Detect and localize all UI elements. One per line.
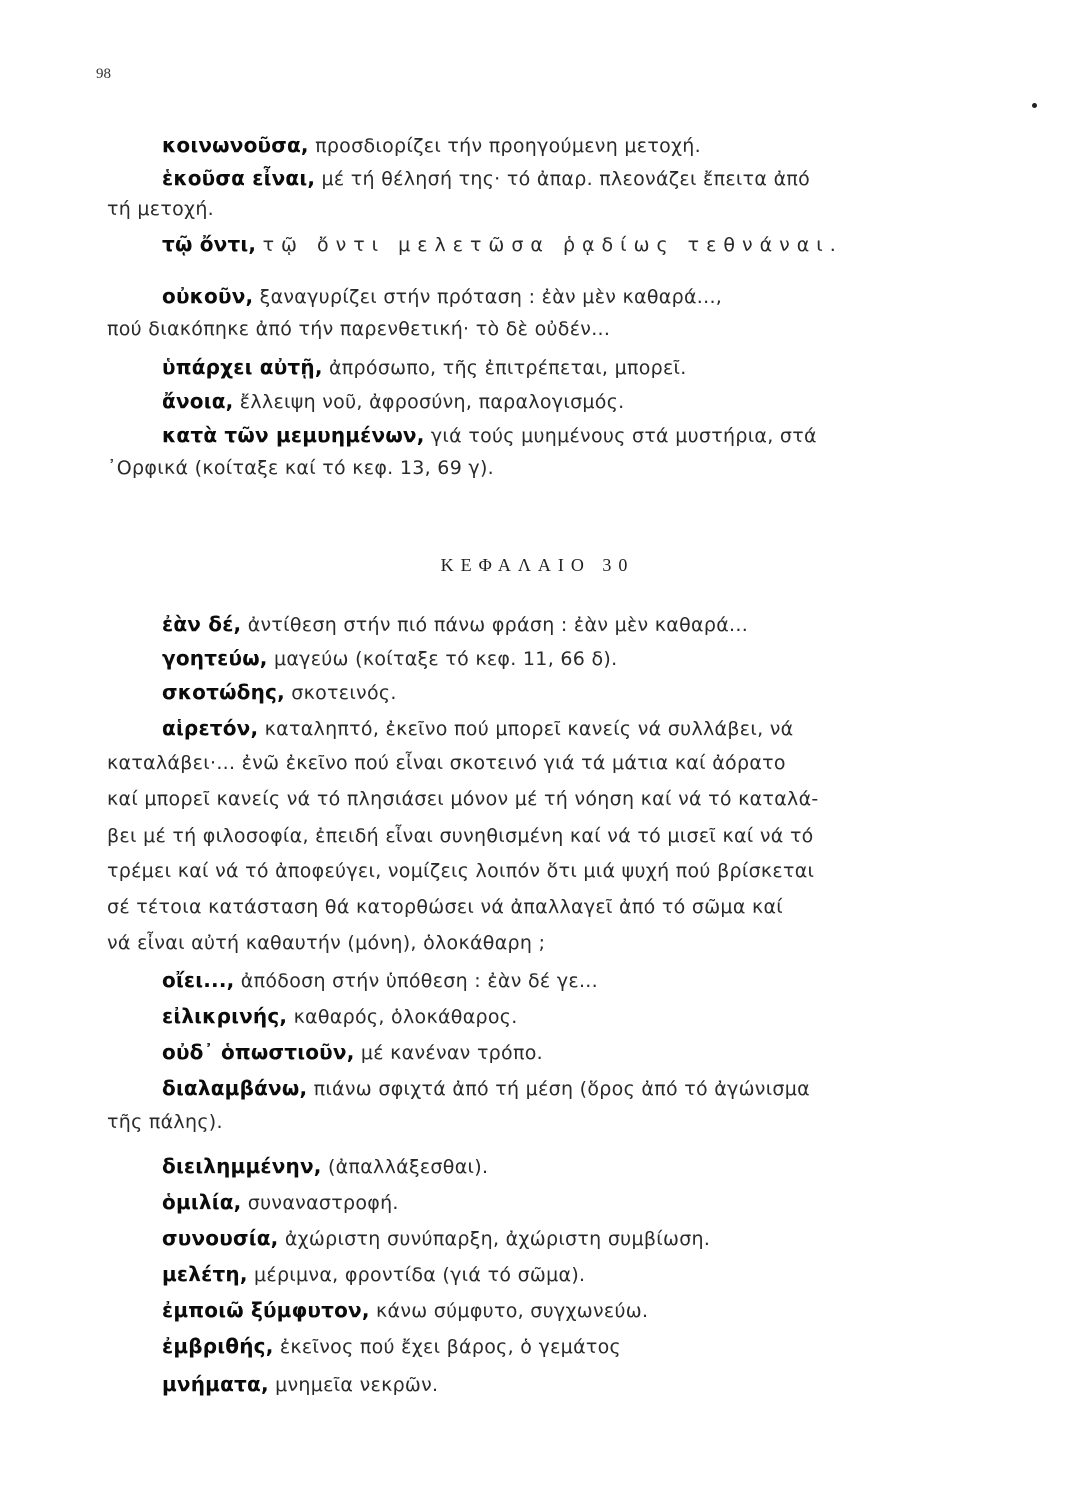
entry-gloss: τή μετοχή. xyxy=(107,198,214,220)
entry-term: διειλημμένην, xyxy=(162,1154,322,1178)
entry-term: ἑκοῦσα εἶναι, xyxy=(162,166,316,190)
entry-term: κατὰ τῶν μεμυημένων, xyxy=(162,423,425,447)
entry-gloss: καί μπορεῖ κανείς νά τό πλησιάσει μόνον μέ τή νόηση καί νά τό καταλά- xyxy=(107,788,819,810)
entry-line xyxy=(162,1226,710,1260)
entry-gloss: ἀχώριστη συνύπαρξη, ἀχώριστη συμβίωση. xyxy=(284,1228,711,1250)
entry-gloss: ἀπόδοση στήν ὑπόθεση : ἐὰν δέ γε... xyxy=(240,970,598,992)
entry-line xyxy=(162,1372,438,1406)
entry-line xyxy=(107,932,545,966)
entry-line xyxy=(107,896,783,930)
entry-gloss: μέ τή θέλησή της· τό ἀπαρ. πλεονάζει ἔπειτα ἀπό xyxy=(321,168,811,190)
entry-term: ἄνοια, xyxy=(162,389,234,413)
entry-gloss: (ἀπαλλάξεσθαι). xyxy=(327,1156,489,1178)
entry-gloss: σέ τέτοια κατάσταση θά κατορθώσει νά ἀπαλλαγεῖ ἀπό τό σῶμα καί xyxy=(107,896,784,918)
entry-line xyxy=(107,457,494,491)
entry-term: μελέτη, xyxy=(162,1262,248,1286)
entry-line xyxy=(162,1040,543,1074)
entry-term: οὐδ᾿ ὁπωστιοῦν, xyxy=(162,1040,355,1064)
entry-gloss: μέ κανέναν τρόπο. xyxy=(360,1042,543,1064)
entry-term: τῷ ὄντι, xyxy=(162,232,257,256)
entry-line xyxy=(162,1004,518,1038)
entry-line xyxy=(162,1298,648,1332)
entry-line xyxy=(162,166,810,200)
entry-line xyxy=(162,716,794,750)
entry-line xyxy=(162,355,687,389)
page-number: 98 xyxy=(96,66,111,82)
entry-gloss: ᾿Ορφικά (κοίταξε καί τό κεφ. 13, 69 γ). xyxy=(107,457,495,479)
entry-gloss: μαγεύω (κοίταξε τό κεφ. 11, 66 δ). xyxy=(273,648,618,670)
entry-gloss: ἀπρόσωπο, τῆς ἐπιτρέπεται, μπορεῖ. xyxy=(328,357,687,379)
entry-gloss: ἀντίθεση στήν πιό πάνω φράση : ἐὰν μὲν καθαρά... xyxy=(247,614,749,636)
entry-line xyxy=(107,788,819,822)
entry-line xyxy=(107,752,786,786)
entry-line xyxy=(162,680,397,714)
entry-term: οἴει..., xyxy=(162,968,235,992)
entry-gloss: καταληπτό, ἐκεῖνο πού μπορεῖ κανείς νά συλλάβει, νά xyxy=(264,718,794,740)
entry-gloss: σκοτεινός. xyxy=(291,682,397,704)
entry-line xyxy=(162,968,598,1002)
entry-term: ἐὰν δέ, xyxy=(162,612,242,636)
entry-term: εἰλικρινής, xyxy=(162,1004,288,1028)
entry-gloss: πιάνω σφιχτά ἀπό τή μέση (ὅρος ἀπό τό ἀγώνισμα xyxy=(313,1078,810,1100)
entry-term: οὐκοῦν, xyxy=(162,284,254,308)
entry-line xyxy=(162,1334,621,1368)
entry-term: ὑπάρχει αὐτῇ, xyxy=(162,355,323,379)
entry-gloss: νά εἶναι αὐτή καθαυτήν (μόνη), ὁλοκάθαρη ; xyxy=(107,932,546,954)
entry-line xyxy=(162,423,817,457)
entry-line xyxy=(162,646,617,680)
entry-gloss: τρέμει καί νά τό ἀποφεύγει, νομίζεις λοιπόν ὅτι μιά ψυχή πού βρίσκεται xyxy=(107,860,815,882)
entry-term: μνήματα, xyxy=(162,1372,269,1396)
entry-gloss: καθαρός, ὁλοκάθαρος. xyxy=(293,1006,518,1028)
entry-gloss: μέριμνα, φροντίδα (γιά τό σῶμα). xyxy=(253,1264,586,1286)
entry-term: ἐμβριθής, xyxy=(162,1334,274,1358)
entry-gloss: ἔλλειψη νοῦ, ἀφροσύνη, παραλογισμός. xyxy=(239,391,625,413)
entry-line xyxy=(107,1111,223,1145)
entry-line xyxy=(162,1154,488,1188)
chapter-title: ΚΕΦΑΛΑΙΟ 30 xyxy=(440,555,635,575)
entry-term: ἐμποιῶ ξύμφυτον, xyxy=(162,1298,370,1322)
entry-line xyxy=(107,860,814,894)
entry-term: συνουσία, xyxy=(162,1226,279,1250)
entry-term: γοητεύω, xyxy=(162,646,268,670)
entry-term: αἱρετόν, xyxy=(162,716,259,740)
entry-gloss: ἐκεῖνος πού ἔχει βάρος, ὁ γεμάτος xyxy=(279,1336,622,1358)
entry-gloss: μνημεῖα νεκρῶν. xyxy=(275,1374,439,1396)
entry-line xyxy=(162,1262,585,1296)
entry-line xyxy=(162,232,843,266)
entry-gloss: βει μέ τή φιλοσοφία, ἐπειδή εἶναι συνηθισμένη καί νά τό μισεῖ καί νά τό xyxy=(107,825,814,847)
entry-gloss: κάνω σύμφυτο, συγχωνεύω. xyxy=(376,1300,649,1322)
entry-term: διαλαμβάνω, xyxy=(162,1076,308,1100)
entry-gloss: συναναστροφή. xyxy=(247,1192,399,1214)
entry-term: σκοτώδης, xyxy=(162,680,285,704)
entry-line xyxy=(162,1190,399,1224)
entry-line xyxy=(162,389,625,423)
entry-gloss: τῷ ὄντι μελετῶσα ῥᾳδίως τεθνάναι. xyxy=(262,234,843,256)
entry-line xyxy=(162,1076,810,1110)
entry-term: ὁμιλία, xyxy=(162,1190,242,1214)
entry-gloss: τῆς πάλης). xyxy=(107,1111,223,1133)
entry-gloss: καταλάβει·... ἐνῶ ἐκεῖνο πού εἶναι σκοτεινό γιά τά μάτια καί ἀόρατο xyxy=(107,752,786,774)
entry-line xyxy=(162,133,701,167)
entry-term: κοινωνοῦσα, xyxy=(162,133,309,157)
entry-gloss: ξαναγυρίζει στήν πρόταση : ἐὰν μὲν καθαρά..., xyxy=(259,286,723,308)
entry-line xyxy=(107,825,814,859)
entry-line xyxy=(162,612,748,646)
entry-gloss: προσδιορίζει τήν προηγούμενη μετοχή. xyxy=(315,135,701,157)
entry-line xyxy=(107,198,214,232)
entry-gloss: πού διακόπηκε ἀπό τήν παρενθετική· τὸ δὲ οὐδέν... xyxy=(107,318,611,340)
entry-line xyxy=(107,318,610,352)
entry-gloss: γιά τούς μυημένους στά μυστήρια, στά xyxy=(430,425,817,447)
entry-line xyxy=(162,284,722,318)
